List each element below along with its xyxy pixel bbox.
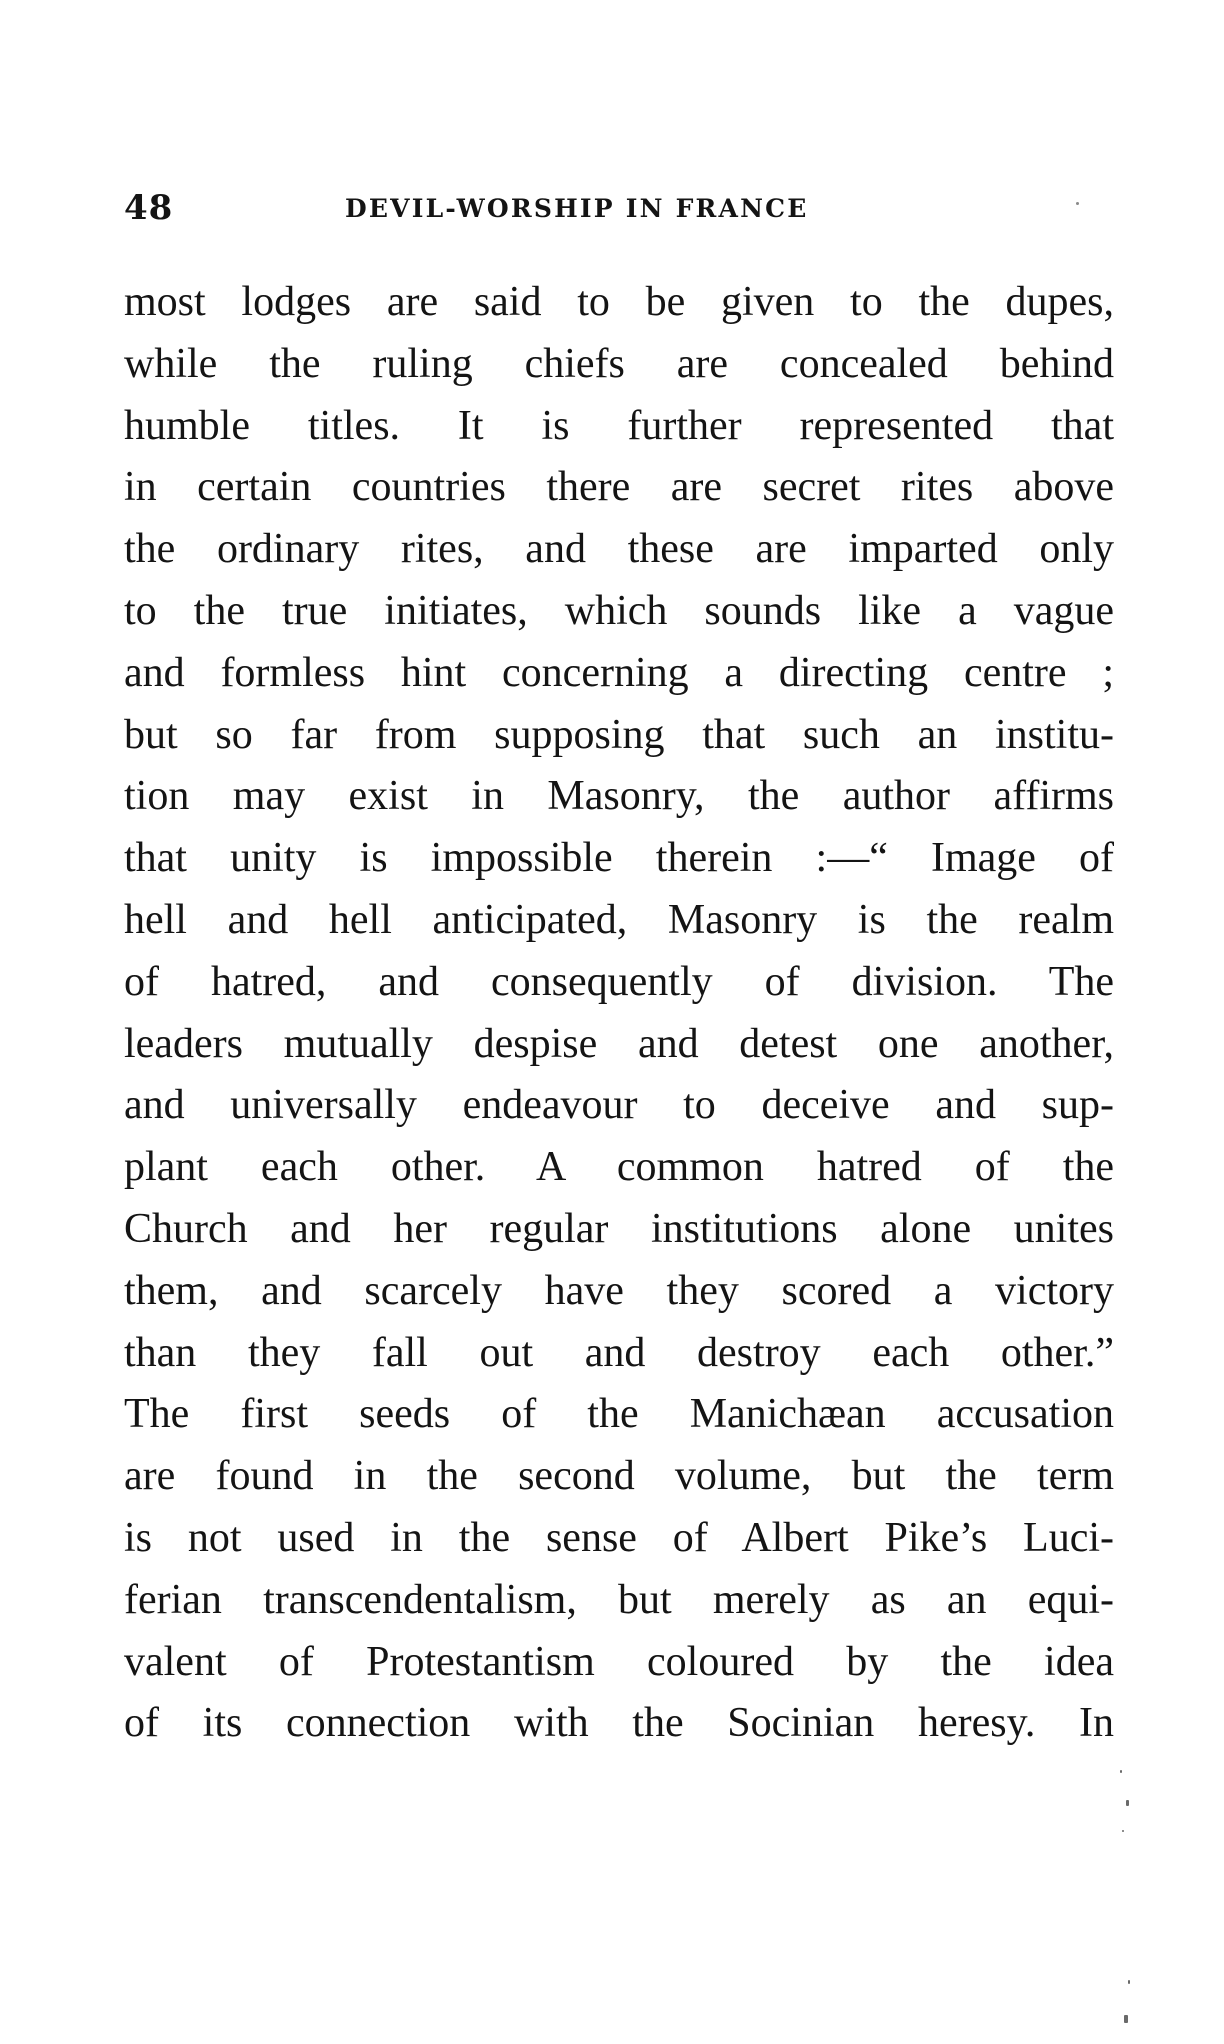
text-line: is not used in the sense of Albert Pike’s Luci- (124, 1514, 1114, 1561)
body-text (124, 272, 1114, 1755)
text-line: most lodges are said to be given to the dupes, (124, 279, 1114, 325)
text-line: ferian transcendentalism, but merely as an equi- (124, 1576, 1114, 1623)
ink-speck (1124, 2015, 1128, 2023)
ink-speck (1076, 202, 1079, 205)
text-line: hell and hell anticipated, Masonry is the realm (124, 896, 1114, 943)
running-title: DEVIL-WORSHIP IN FRANCE (345, 194, 809, 223)
ink-speck (1126, 1800, 1129, 1806)
text-line: but so far from supposing that such an institu- (124, 711, 1114, 758)
ink-speck (1120, 1770, 1122, 1773)
text-line: in certain countries there are secret rites above (124, 464, 1114, 511)
text-line: leaders mutually despise and detest one another, (124, 1020, 1114, 1067)
text-line: of its connection with the Socinian heresy. In (124, 1700, 1114, 1747)
text-line: The first seeds of the Manichæan accusation (124, 1391, 1114, 1438)
scan-specks (1116, 1740, 1146, 2040)
running-head (124, 188, 1114, 232)
text-line: and formless hint concerning a directing centre ; (124, 649, 1114, 696)
text-line: them, and scarcely have they scored a victory (124, 1267, 1114, 1314)
text-line: than they fall out and destroy each other.” (124, 1329, 1114, 1376)
text-line: while the ruling chiefs are concealed behind (124, 340, 1114, 387)
text-line: valent of Protestantism coloured by the idea (124, 1638, 1114, 1685)
text-line: tion may exist in Masonry, the author affirms (124, 773, 1114, 820)
page-number: 48 (124, 188, 174, 228)
text-line: are found in the second volume, but the term (124, 1453, 1114, 1500)
text-line: humble titles. It is further represented that (124, 402, 1114, 449)
ink-speck (1128, 1980, 1130, 1984)
text-line: and universally endeavour to deceive and sup- (124, 1082, 1114, 1129)
text-line: the ordinary rites, and these are imparted only (124, 526, 1114, 573)
text-line: plant each other. A common hatred of the (124, 1144, 1114, 1191)
text-line: Church and her regular institutions alone unites (124, 1205, 1114, 1252)
ink-speck (1122, 1830, 1124, 1832)
text-line: of hatred, and consequently of division. The (124, 958, 1114, 1005)
text-line: to the true initiates, which sounds like a vague (124, 587, 1114, 634)
text-line: that unity is impossible therein :—“ Image of (124, 835, 1114, 882)
